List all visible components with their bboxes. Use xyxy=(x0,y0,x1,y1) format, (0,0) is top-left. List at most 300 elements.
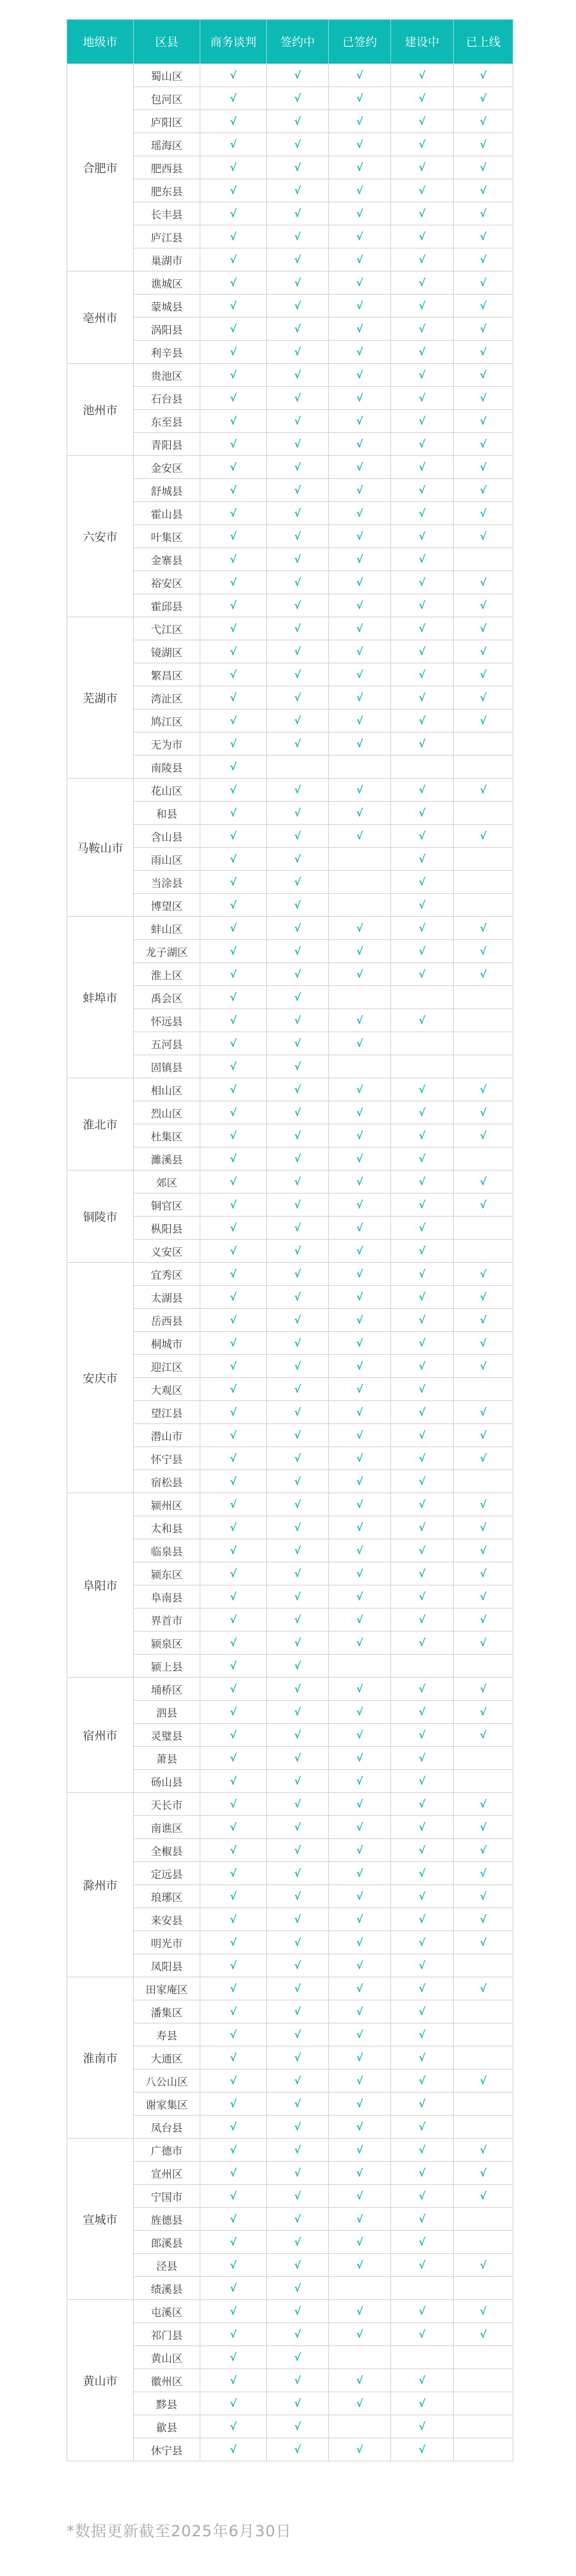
district-cell: 禹会区 xyxy=(134,986,200,1009)
status-check-cell: √ xyxy=(329,1885,391,1908)
status-check-cell xyxy=(454,1009,513,1032)
status-check-cell xyxy=(391,1032,454,1055)
district-cell: 南陵县 xyxy=(134,756,200,779)
status-check-cell: √ xyxy=(391,1147,454,1171)
district-cell: 金安区 xyxy=(134,456,200,479)
district-cell: 蒙城县 xyxy=(134,295,200,318)
status-check-cell: √ xyxy=(200,2277,267,2300)
status-check-cell: √ xyxy=(454,1516,513,1539)
status-check-cell xyxy=(454,848,513,871)
district-cell: 青阳县 xyxy=(134,433,200,456)
status-check-cell: √ xyxy=(391,295,454,318)
city-cell: 铜陵市 xyxy=(67,1171,134,1263)
status-check-cell: √ xyxy=(267,1217,329,1240)
status-check-cell: √ xyxy=(329,525,391,548)
status-check-cell: √ xyxy=(267,2185,329,2208)
table-row xyxy=(67,1562,513,1585)
district-cell: 桐城市 xyxy=(134,1332,200,1355)
status-check-cell: √ xyxy=(454,179,513,202)
status-check-cell: √ xyxy=(454,1793,513,1816)
status-check-cell: √ xyxy=(391,1885,454,1908)
status-check-cell: √ xyxy=(267,456,329,479)
status-check-cell: √ xyxy=(454,1678,513,1701)
table-row xyxy=(67,110,513,133)
status-check-cell: √ xyxy=(267,525,329,548)
district-cell: 繁昌区 xyxy=(134,663,200,686)
status-check-cell: √ xyxy=(454,1309,513,1332)
status-check-cell: √ xyxy=(267,1954,329,1977)
district-cell: 寿县 xyxy=(134,2023,200,2046)
status-check-cell: √ xyxy=(391,179,454,202)
status-check-cell: √ xyxy=(391,871,454,894)
status-check-cell xyxy=(454,2415,513,2438)
status-check-cell xyxy=(454,1747,513,1770)
status-check-cell xyxy=(454,2000,513,2023)
district-cell: 长丰县 xyxy=(134,202,200,225)
status-check-cell: √ xyxy=(391,1194,454,1217)
district-cell: 大观区 xyxy=(134,1378,200,1401)
status-check-cell xyxy=(454,2093,513,2116)
status-check-cell: √ xyxy=(391,318,454,341)
status-check-cell: √ xyxy=(391,2415,454,2438)
district-cell: 淮上区 xyxy=(134,963,200,986)
district-cell: 绩溪县 xyxy=(134,2277,200,2300)
district-cell: 凤台县 xyxy=(134,2116,200,2139)
status-check-cell: √ xyxy=(329,1171,391,1194)
district-cell: 太和县 xyxy=(134,1516,200,1539)
status-check-cell: √ xyxy=(391,1816,454,1839)
status-check-cell: √ xyxy=(391,1539,454,1562)
status-check-cell: √ xyxy=(329,1793,391,1816)
status-check-cell: √ xyxy=(454,1816,513,1839)
status-check-cell: √ xyxy=(200,1562,267,1585)
status-check-cell: √ xyxy=(200,179,267,202)
table-row xyxy=(67,1931,513,1954)
status-check-cell: √ xyxy=(391,2093,454,2116)
status-check-cell: √ xyxy=(329,2070,391,2093)
status-check-cell: √ xyxy=(200,387,267,410)
city-cell: 黄山市 xyxy=(67,2300,134,2461)
status-check-cell: √ xyxy=(267,2162,329,2185)
table-row xyxy=(67,1862,513,1885)
status-check-cell: √ xyxy=(329,940,391,963)
status-check-cell: √ xyxy=(454,110,513,133)
status-check-cell: √ xyxy=(329,2046,391,2070)
district-cell: 肥东县 xyxy=(134,179,200,202)
status-check-cell: √ xyxy=(267,571,329,594)
district-cell: 太湖县 xyxy=(134,1286,200,1309)
status-check-cell: √ xyxy=(200,1171,267,1194)
status-check-cell: √ xyxy=(267,2139,329,2162)
table-row xyxy=(67,940,513,963)
status-check-cell: √ xyxy=(391,156,454,179)
status-check-cell: √ xyxy=(200,2000,267,2023)
status-check-cell: √ xyxy=(200,2070,267,2093)
status-check-cell: √ xyxy=(391,525,454,548)
district-cell: 歙县 xyxy=(134,2415,200,2438)
status-check-cell: √ xyxy=(267,1124,329,1147)
table-row xyxy=(67,2277,513,2300)
table-row xyxy=(67,571,513,594)
status-check-cell xyxy=(391,2277,454,2300)
status-check-cell: √ xyxy=(391,341,454,364)
table-row xyxy=(67,733,513,756)
district-cell: 黟县 xyxy=(134,2392,200,2415)
status-check-cell: √ xyxy=(391,456,454,479)
status-check-cell: √ xyxy=(267,1378,329,1401)
status-check-cell: √ xyxy=(267,1770,329,1793)
status-check-cell: √ xyxy=(267,709,329,733)
table-row xyxy=(67,640,513,663)
status-check-cell: √ xyxy=(391,64,454,87)
status-check-cell: √ xyxy=(200,1931,267,1954)
status-check-cell: √ xyxy=(267,341,329,364)
table-row xyxy=(67,2369,513,2392)
table-row xyxy=(67,1424,513,1447)
status-check-cell: √ xyxy=(200,2438,267,2461)
district-cell: 宜秀区 xyxy=(134,1263,200,1286)
district-cell: 镜湖区 xyxy=(134,640,200,663)
status-check-cell: √ xyxy=(391,2000,454,2023)
status-check-cell: √ xyxy=(200,548,267,571)
status-check-cell: √ xyxy=(200,940,267,963)
status-check-cell: √ xyxy=(454,387,513,410)
district-cell: 五河县 xyxy=(134,1032,200,1055)
status-check-cell: √ xyxy=(267,1908,329,1931)
header-online: 已上线 xyxy=(454,20,513,64)
status-check-cell: √ xyxy=(391,1632,454,1655)
table-header-row xyxy=(67,20,513,64)
district-cell: 泗县 xyxy=(134,1701,200,1724)
status-check-cell: √ xyxy=(391,1747,454,1770)
status-check-cell: √ xyxy=(329,64,391,87)
status-check-cell: √ xyxy=(267,2323,329,2346)
status-check-cell: √ xyxy=(391,1908,454,1931)
table-row xyxy=(67,1147,513,1171)
status-check-cell: √ xyxy=(267,548,329,571)
table-row xyxy=(67,2346,513,2369)
district-cell: 和县 xyxy=(134,802,200,825)
status-check-cell: √ xyxy=(454,1539,513,1562)
status-check-cell: √ xyxy=(200,2185,267,2208)
status-check-cell: √ xyxy=(200,709,267,733)
table-row xyxy=(67,1793,513,1816)
district-cell: 琅琊区 xyxy=(134,1885,200,1908)
status-check-cell: √ xyxy=(391,2369,454,2392)
status-check-cell: √ xyxy=(267,64,329,87)
status-check-cell: √ xyxy=(267,2254,329,2277)
status-check-cell xyxy=(454,2369,513,2392)
status-check-cell: √ xyxy=(267,1401,329,1424)
status-check-cell: √ xyxy=(391,479,454,502)
status-check-cell: √ xyxy=(329,1332,391,1355)
status-check-cell: √ xyxy=(200,2116,267,2139)
status-check-cell: √ xyxy=(267,1470,329,1493)
table-row xyxy=(67,433,513,456)
status-check-cell: √ xyxy=(200,1424,267,1447)
status-check-cell: √ xyxy=(391,1124,454,1147)
district-cell: 东至县 xyxy=(134,410,200,433)
status-check-cell: √ xyxy=(200,1816,267,1839)
table-row xyxy=(67,1608,513,1632)
status-check-cell: √ xyxy=(329,640,391,663)
status-check-cell: √ xyxy=(454,663,513,686)
status-check-cell: √ xyxy=(391,2231,454,2254)
status-check-cell: √ xyxy=(329,1493,391,1516)
status-check-cell: √ xyxy=(329,502,391,525)
status-check-cell: √ xyxy=(267,663,329,686)
status-check-cell: √ xyxy=(200,364,267,387)
status-check-cell: √ xyxy=(200,1493,267,1516)
status-check-cell: √ xyxy=(267,2300,329,2323)
city-cell: 蚌埠市 xyxy=(67,917,134,1078)
status-check-cell: √ xyxy=(454,502,513,525)
status-check-cell: √ xyxy=(329,1747,391,1770)
status-check-cell: √ xyxy=(454,248,513,271)
status-check-cell: √ xyxy=(329,456,391,479)
status-check-cell: √ xyxy=(454,1355,513,1378)
status-check-cell: √ xyxy=(329,1078,391,1101)
district-cell: 霍邱县 xyxy=(134,594,200,617)
status-check-cell: √ xyxy=(391,1470,454,1493)
status-check-cell: √ xyxy=(267,640,329,663)
status-check-cell: √ xyxy=(267,1655,329,1678)
district-cell: 明光市 xyxy=(134,1931,200,1954)
table-row xyxy=(67,248,513,271)
status-check-cell: √ xyxy=(391,848,454,871)
city-cell: 淮北市 xyxy=(67,1078,134,1171)
district-cell: 全椒县 xyxy=(134,1839,200,1862)
table-row xyxy=(67,963,513,986)
status-check-cell: √ xyxy=(329,825,391,848)
status-check-cell: √ xyxy=(329,1562,391,1585)
status-check-cell: √ xyxy=(391,2254,454,2277)
status-check-cell: √ xyxy=(329,225,391,248)
status-check-cell: √ xyxy=(200,87,267,110)
district-cell: 阜南县 xyxy=(134,1585,200,1608)
table-row xyxy=(67,133,513,156)
header-city: 地级市 xyxy=(67,20,134,64)
status-check-cell: √ xyxy=(391,271,454,295)
status-check-cell: √ xyxy=(267,825,329,848)
status-check-cell: √ xyxy=(200,802,267,825)
district-cell: 颍州区 xyxy=(134,1493,200,1516)
status-check-cell xyxy=(454,2231,513,2254)
status-check-cell: √ xyxy=(267,1885,329,1908)
table-row xyxy=(67,1724,513,1747)
status-check-cell: √ xyxy=(200,271,267,295)
status-check-cell: √ xyxy=(267,1078,329,1101)
status-check-cell: √ xyxy=(391,617,454,640)
status-check-cell xyxy=(454,548,513,571)
table-row xyxy=(67,2254,513,2277)
status-check-cell: √ xyxy=(391,1954,454,1977)
update-footnote: *数据更新截至2025年6月30日 xyxy=(67,2522,292,2540)
status-check-cell: √ xyxy=(329,1908,391,1931)
status-check-cell: √ xyxy=(454,87,513,110)
status-check-cell xyxy=(267,756,329,779)
table-row xyxy=(67,1908,513,1931)
district-cell: 休宁县 xyxy=(134,2438,200,2461)
district-cell: 巢湖市 xyxy=(134,248,200,271)
status-check-cell: √ xyxy=(267,1286,329,1309)
table-row xyxy=(67,802,513,825)
district-cell: 黄山区 xyxy=(134,2346,200,2369)
status-check-cell: √ xyxy=(329,1378,391,1401)
district-cell: 岳西县 xyxy=(134,1309,200,1332)
status-check-cell: √ xyxy=(391,1516,454,1539)
status-check-cell: √ xyxy=(200,202,267,225)
status-check-cell: √ xyxy=(454,1608,513,1632)
status-check-cell: √ xyxy=(454,940,513,963)
status-check-cell xyxy=(454,1470,513,1493)
status-check-cell: √ xyxy=(267,1931,329,1954)
status-check-cell: √ xyxy=(391,2438,454,2461)
city-cell: 亳州市 xyxy=(67,271,134,364)
status-check-cell: √ xyxy=(391,364,454,387)
status-check-cell: √ xyxy=(200,341,267,364)
status-check-cell: √ xyxy=(329,1954,391,1977)
table-row xyxy=(67,1240,513,1263)
table-row xyxy=(67,364,513,387)
table-row xyxy=(67,1701,513,1724)
status-check-cell: √ xyxy=(267,2346,329,2369)
status-check-cell xyxy=(329,986,391,1009)
table-row xyxy=(67,1309,513,1332)
district-cell: 潜山市 xyxy=(134,1424,200,1447)
status-check-cell xyxy=(454,756,513,779)
table-row xyxy=(67,271,513,295)
status-check-cell: √ xyxy=(267,733,329,756)
status-check-cell: √ xyxy=(391,1447,454,1470)
status-check-cell: √ xyxy=(329,1724,391,1747)
status-check-cell: √ xyxy=(200,986,267,1009)
status-check-cell: √ xyxy=(329,2116,391,2139)
status-check-cell: √ xyxy=(267,1101,329,1124)
table-row xyxy=(67,617,513,640)
status-check-cell: √ xyxy=(391,1401,454,1424)
district-cell: 包河区 xyxy=(134,87,200,110)
district-cell: 潘集区 xyxy=(134,2000,200,2023)
header-district: 区县 xyxy=(134,20,200,64)
status-check-cell: √ xyxy=(267,1862,329,1885)
status-check-cell: √ xyxy=(329,617,391,640)
district-cell: 来安县 xyxy=(134,1908,200,1931)
status-check-cell: √ xyxy=(329,1309,391,1332)
status-check-cell: √ xyxy=(391,133,454,156)
status-check-cell: √ xyxy=(454,2300,513,2323)
status-check-cell xyxy=(454,733,513,756)
status-check-cell xyxy=(454,1378,513,1401)
district-cell: 贵池区 xyxy=(134,364,200,387)
status-check-cell: √ xyxy=(391,1678,454,1701)
status-check-cell: √ xyxy=(267,364,329,387)
status-check-cell: √ xyxy=(200,295,267,318)
status-check-cell: √ xyxy=(454,1078,513,1101)
status-check-cell: √ xyxy=(454,594,513,617)
status-check-cell: √ xyxy=(329,2023,391,2046)
table-row xyxy=(67,2162,513,2185)
status-check-cell: √ xyxy=(200,1977,267,2000)
status-check-cell: √ xyxy=(267,1562,329,1585)
district-cell: 界首市 xyxy=(134,1608,200,1632)
status-check-cell: √ xyxy=(200,917,267,940)
table-row xyxy=(67,1078,513,1101)
table-row xyxy=(67,1009,513,1032)
status-check-cell: √ xyxy=(267,871,329,894)
status-check-cell: √ xyxy=(200,2208,267,2231)
status-check-cell: √ xyxy=(391,1585,454,1608)
status-check-cell: √ xyxy=(200,502,267,525)
status-check-cell: √ xyxy=(329,1816,391,1839)
status-check-cell: √ xyxy=(391,1217,454,1240)
status-check-cell: √ xyxy=(267,1309,329,1332)
status-check-cell xyxy=(454,1655,513,1678)
status-check-cell: √ xyxy=(454,1447,513,1470)
status-check-cell: √ xyxy=(267,1724,329,1747)
status-check-cell: √ xyxy=(454,1194,513,1217)
table-row xyxy=(67,2415,513,2438)
table-row xyxy=(67,663,513,686)
status-check-cell: √ xyxy=(267,202,329,225)
status-check-cell xyxy=(454,2046,513,2070)
status-check-cell: √ xyxy=(329,709,391,733)
status-check-cell: √ xyxy=(391,2392,454,2415)
status-check-cell: √ xyxy=(200,1585,267,1608)
status-check-cell: √ xyxy=(200,110,267,133)
district-cell: 颍泉区 xyxy=(134,1632,200,1655)
status-check-cell: √ xyxy=(391,1286,454,1309)
status-check-cell: √ xyxy=(267,963,329,986)
status-check-cell: √ xyxy=(454,1562,513,1585)
table-row xyxy=(67,1493,513,1516)
district-cell: 谯城区 xyxy=(134,271,200,295)
district-cell: 含山县 xyxy=(134,825,200,848)
district-cell: 望江县 xyxy=(134,1401,200,1424)
district-cell: 蜀山区 xyxy=(134,64,200,87)
city-cell: 六安市 xyxy=(67,456,134,617)
status-check-cell: √ xyxy=(200,571,267,594)
table-body xyxy=(67,64,513,2461)
status-check-cell: √ xyxy=(200,2046,267,2070)
status-check-cell: √ xyxy=(200,2392,267,2415)
status-check-cell: √ xyxy=(391,963,454,986)
table-row xyxy=(67,871,513,894)
table-row xyxy=(67,2231,513,2254)
status-check-cell: √ xyxy=(454,2254,513,2277)
status-check-cell: √ xyxy=(200,2300,267,2323)
status-check-cell: √ xyxy=(329,571,391,594)
status-check-cell: √ xyxy=(329,1032,391,1055)
status-check-cell: √ xyxy=(267,1240,329,1263)
status-check-cell: √ xyxy=(454,2185,513,2208)
district-cell: 砀山县 xyxy=(134,1770,200,1793)
status-check-cell: √ xyxy=(391,387,454,410)
status-check-cell: √ xyxy=(454,1124,513,1147)
status-check-cell: √ xyxy=(391,2185,454,2208)
status-check-cell: √ xyxy=(267,110,329,133)
district-cell: 固镇县 xyxy=(134,1055,200,1078)
status-check-cell: √ xyxy=(454,1862,513,1885)
status-check-cell: √ xyxy=(391,502,454,525)
status-check-cell xyxy=(391,986,454,1009)
status-check-cell: √ xyxy=(329,271,391,295)
table-row xyxy=(67,179,513,202)
status-check-cell: √ xyxy=(267,779,329,802)
status-check-cell: √ xyxy=(200,1539,267,1562)
status-check-cell: √ xyxy=(391,1562,454,1585)
status-check-cell: √ xyxy=(329,1931,391,1954)
